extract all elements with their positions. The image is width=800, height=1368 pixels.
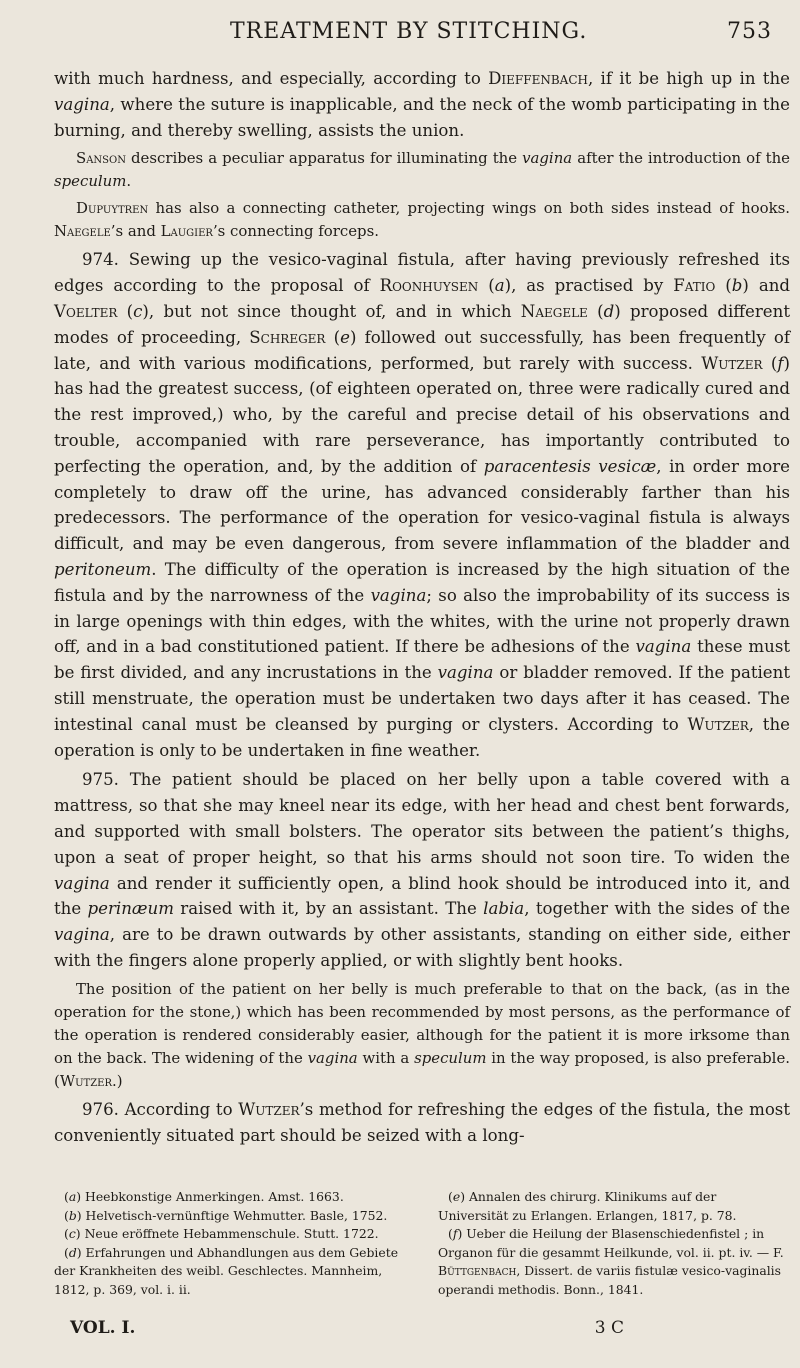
author-name: Voelter [54,301,118,321]
text-run: ), as practised by [504,276,674,296]
text-run: ( [64,1189,69,1204]
text-run: ( [715,276,732,296]
italic-term: vagina [522,149,573,168]
footnote [54,1244,406,1300]
paragraph [54,1097,790,1149]
author-name: Wutzer [687,714,749,734]
author-name: Dupuytren [76,199,149,218]
author-name: Dieffenbach [488,69,588,88]
volume-label: VOL. I. [70,1318,136,1338]
text-run: The position of the patient on her belly is much preferable to that on the back, (as in the operation for the stone,) which has been recommended by most persons, as the performance of the operation is rendered considerably easier, although for the patient it is more irksome than on the back. The widening of the [54,979,790,1067]
author-name: Roonhuysen [379,276,479,296]
page-number: 753 [727,19,772,44]
paragraph [54,978,790,1093]
paragraph [54,147,790,193]
footnote [54,1225,406,1244]
text-run: 975. The patient should be placed on her belly upon a table covered with a mattress, so that she may kneel near its edge, with her head and chest bent forwards, and supported with small bolsters. The operator sits between the patient’s thighs, upon a seat of proper height, so that his arms should not soon tire. To widen the [54,770,790,867]
text-run: ( [448,1226,453,1241]
text-run: ’s and [110,222,161,241]
italic-term: vagina [307,1048,358,1067]
author-name: Sanson [76,149,126,168]
main-text [54,66,790,1152]
text-run: ) has had the greatest success, (of eighteen operated on, three were radically cured and the rest improved,) who, by the careful and precise detail of his observations and trouble, accompanied with rare perseverance, has importantly contributed to perfecting the operation, and, by the addition of [54,353,791,476]
text-run: ( [64,1226,69,1241]
text-run: , in order more completely to draw off the urine, has advanced considerably farther than his predecessors. The performance of the operation for vesico-vaginal fistula is always difficult, and may be even dangerous, from severe inflammation of the bladder and [54,456,790,554]
author-name: Wutzer [238,1099,300,1119]
text-run: ( [117,301,134,321]
paragraph [54,197,790,243]
author-name: Fatio [673,276,716,296]
text-run: 976. According to [82,1099,239,1119]
italic-term: speculum [54,172,127,191]
italic-term: vagina [437,663,494,683]
text-run: ) [116,1071,123,1090]
text-run: ) Neue eröffnete Hebammenschule. Stutt. 1722. [75,1226,379,1241]
italic-term: e [452,1189,461,1204]
italic-term: vagina [54,873,110,893]
author-name: Laugier [160,222,213,241]
italic-term: vagina [635,637,692,657]
italic-term: b [731,276,743,296]
text-run: raised with it, by an assistant. The [173,899,484,919]
italic-term: vagina [370,585,427,605]
signature-mark: 3 C [594,1318,624,1338]
footnote [438,1188,790,1225]
italic-term: d [603,301,615,321]
italic-term: e [340,327,350,347]
text-run: ( [478,276,495,296]
running-title: TREATMENT BY STITCHING. [230,19,588,44]
text-run: ( [587,301,604,321]
italic-term: peritoneum [54,559,152,579]
page-footer [70,1318,624,1338]
italic-term: d [68,1244,77,1260]
text-run: ) and [742,276,791,296]
italic-term: perinæum [87,899,174,919]
text-run: after the introduction of the [572,149,790,168]
italic-term: a [494,276,505,296]
text-run: ( [64,1207,69,1223]
footnotes-right-column [438,1188,790,1299]
footnote [54,1207,406,1226]
text-run: ) Helvetisch-vernünftige Wehmutter. Basle, 1752. [76,1207,388,1223]
text-run: ( [325,327,341,347]
text-run: ) Erfahrungen und Abhandlungen aus dem Gebiete der Krankheiten des weibl. Geschlectes. Mannheim, 1812, p. 369, vol. i. ii. [54,1244,399,1297]
text-run: ( [448,1189,453,1204]
text-run: has also a connecting catheter, projecting wings on both sides instead of hooks. [148,199,790,218]
text-run: ) Heebkonstige Anmerkingen. Amst. 1663. [76,1189,344,1204]
footnotes [54,1188,790,1299]
text-run: ( [64,1244,69,1260]
text-run: , if it be high up in the [587,69,790,88]
text-run: . The difficulty of the operation is increased by the high situation of the fistula and by the narrowness of the [54,559,790,605]
italic-term: f [777,353,784,373]
text-run: ) followed out successfully, has been frequently of late, and with various modifications, performed, but rarely with success. [54,327,790,373]
text-run: and render it sufficiently open, a blind hook should be introduced into it, and the [54,873,790,919]
text-run: ) Ueber die Heilung der Blasenschiedenfistel ; in Organon für die gesammt Heilkunde, vol. ii. pt. iv. — F. [438,1226,784,1260]
text-run: with a [357,1048,415,1067]
text-run: . [126,172,132,191]
text-run: describes a peculiar apparatus for illuminating the [125,149,523,168]
italic-term: c [68,1226,76,1241]
text-run: ( [762,353,778,373]
author-name: Naegele [520,301,588,321]
running-header [230,4,772,44]
text-run: ) proposed different modes of proceeding, [54,301,790,347]
text-run: , together with the sides of the [524,899,791,919]
author-name: Wutzer. [59,1071,117,1090]
text-run: with much hardness, and especially, according to [54,69,489,88]
text-run: ; so also the improbability of its success is in large openings with thin edges, with the whites, with the urine not properly drawn off, and in a bad constitutioned patient. If there be adhesions of the [54,585,791,657]
text-run: , are to be drawn outwards by other assistants, standing on either side, either with the fingers alone properly applied, or with slightly bent hooks. [54,925,790,970]
text-run: , the operation is only to be undertaken in fine weather. [54,714,790,760]
paragraph [54,767,790,973]
text-run: , Dissert. de variis fistulæ vesico-vaginalis operandi methodis. Bonn., 1841. [438,1263,782,1297]
italic-term: paracentesis vesicæ [483,456,657,476]
text-run: or bladder removed. If the patient still menstruate, the operation must be undertaken two days after it has ceased. The intestinal canal must be cleansed by purging or clysters. According to [54,663,790,734]
italic-term: vagina [54,925,110,945]
footnote [438,1225,790,1299]
italic-term: b [68,1207,77,1223]
italic-term: labia [483,899,525,919]
text-run: these must be first divided, and any incrustations in the [54,637,791,683]
italic-term: vagina [54,94,110,114]
text-run: , where the suture is inapplicable, and the neck of the womb participating in the burning, and thereby swelling, assists the union. [54,94,790,140]
text-run: ’s connecting forceps. [212,222,379,241]
italic-term: f [452,1226,458,1241]
paragraph [54,247,790,763]
paragraph [54,66,790,143]
footnotes-left-column [54,1188,406,1299]
footnote [54,1188,406,1207]
author-name: Schreger [249,327,326,347]
author-name: Wutzer [701,353,763,373]
italic-term: c [133,301,143,321]
text-run: 974. Sewing up the vesico-vaginal fistula, after having previously refreshed its edges according to the proposal of [54,250,790,296]
text-run: ), but not since thought of, and in which [142,301,521,321]
author-name: Naegele [54,222,111,241]
text-run: in the way proposed, is also preferable. ( [54,1048,790,1090]
text-run: ’s method for refreshing the edges of the fistula, the most conveniently situated part should be seized with a long- [54,1099,790,1145]
italic-term: speculum [414,1048,487,1067]
text-run: ) Annalen des chirurg. Klinikums auf der Universität zu Erlangen. Erlangen, 1817, p. 78. [438,1189,737,1223]
author-name: Büttgenbach [438,1263,517,1278]
italic-term: a [68,1189,77,1204]
